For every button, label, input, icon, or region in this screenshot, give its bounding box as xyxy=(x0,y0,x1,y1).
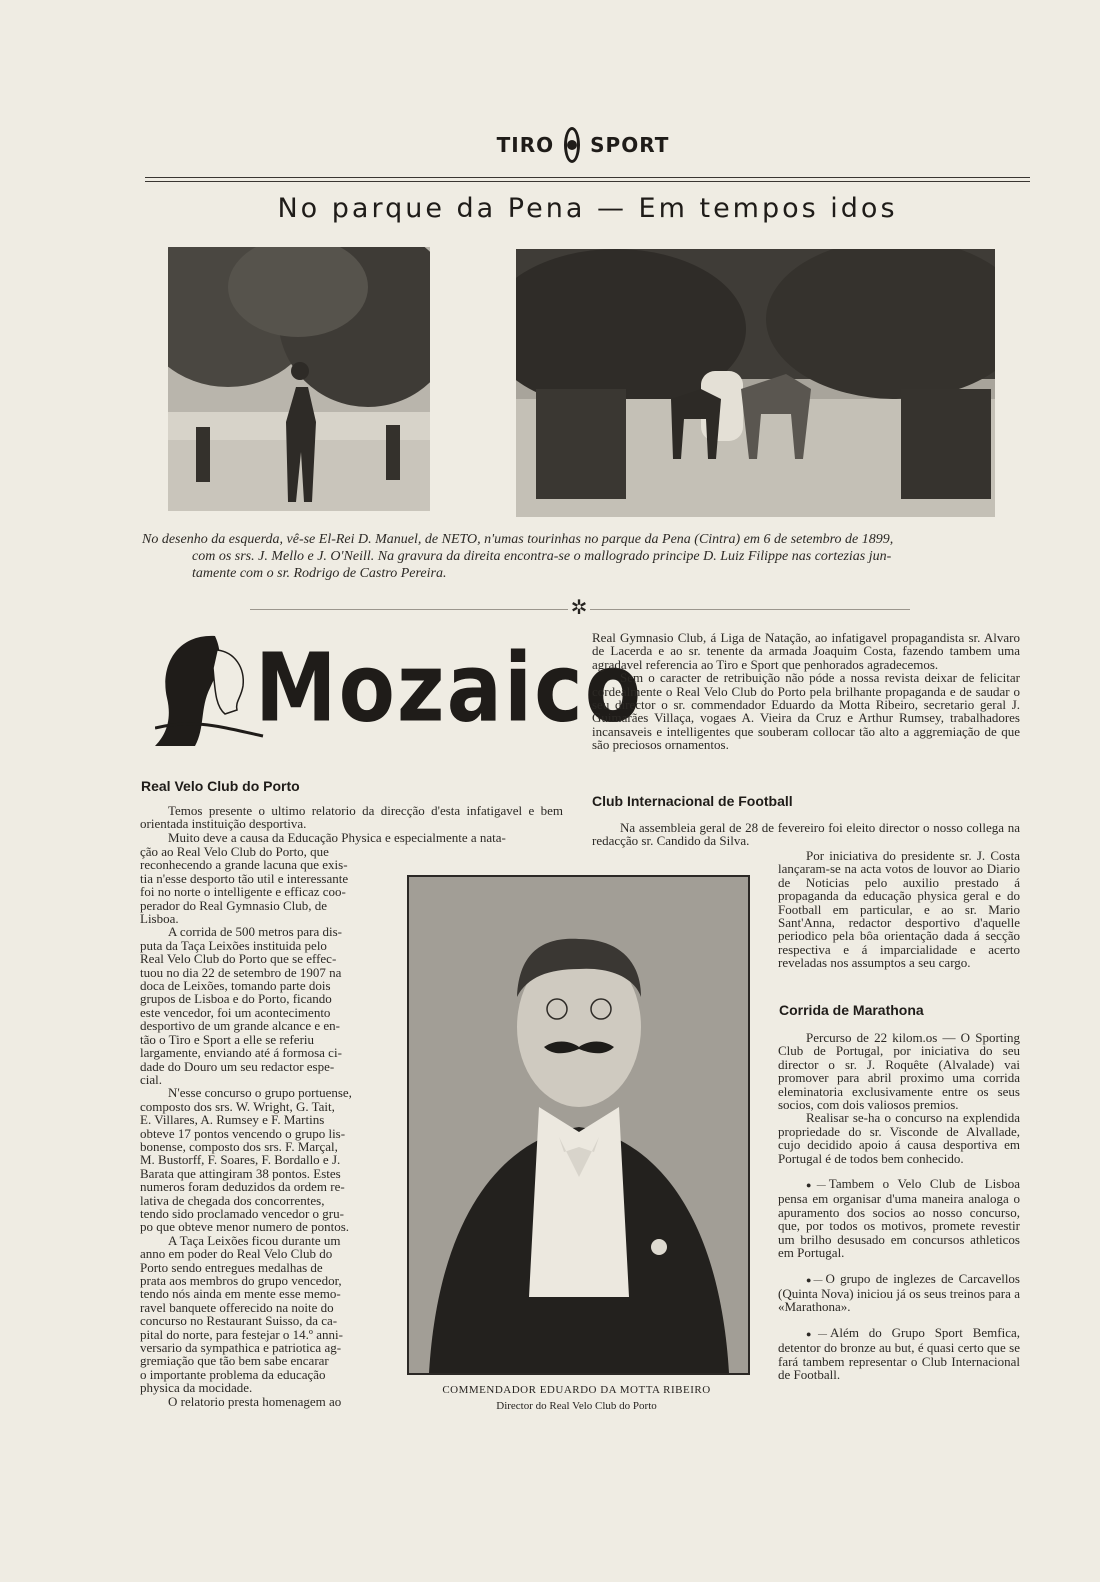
text-line: tão o Tiro e Sport a elle se referiu xyxy=(140,1031,315,1047)
masthead-left-word: TIRO xyxy=(496,133,555,157)
paragraph: Por iniciativa do presidente sr. J. Costa lançaram-se na acta votos de louvor ao Diario de Noticias pelo auxilio prestado á propaganda da educação physica geral e do Football em particular, e ao sr. Mario Sant'Anna, redactor desportivo d'aquelle periodico pela bôa orientação dada á secção respectiva e á imparcialidade e acerto reveladas nos assumptos a seu cargo. xyxy=(778,848,1020,971)
paragraph: Percurso de 22 kilom.os — O Sporting Club de Portugal, por iniciativa do seu director o sr. J. Roquête (Alvalade) vai promover para abril proximo uma corrida eleminatoria exclusivamente entre os seus socios, com dois valiosos premios. xyxy=(778,1030,1020,1113)
section-title: Mozaico xyxy=(255,634,644,744)
club-internacional-paragraph xyxy=(592,821,1020,848)
text-line: ravel banquete offerecido na noite do xyxy=(140,1299,334,1315)
text-line: tendo nós ainda em mente esse memo- xyxy=(140,1286,341,1302)
text-line: foi no norte o intelligente e efficaz coo- xyxy=(140,884,346,900)
page-headline: No parque da Pena — Em tempos idos xyxy=(277,193,898,224)
text-line: cial. xyxy=(140,1071,163,1087)
paragraph: Realisar se-ha o concurso na explendida propriedade do sr. Visconde de Alvallade, cujo decidido apoio á causa desportiva em Portugal é de todos bem conhecido. xyxy=(778,1110,1020,1166)
target-icon xyxy=(564,127,580,163)
text-line: dade do Douro um seu redactor espe- xyxy=(140,1058,335,1074)
text-line: composto dos srs. W. Wright, G. Tait, xyxy=(140,1098,335,1114)
portrait-photograph xyxy=(407,875,750,1375)
text-line: concurso no Restaurant Suisso, da ca- xyxy=(140,1313,338,1329)
club-internacional-narrow xyxy=(778,849,1020,970)
real-velo-heading: Real Velo Club do Porto xyxy=(141,778,300,794)
paragraph: Na assembleia geral de 28 de fevereiro foi eleito director o nosso collega na redacção sr. Candido da Silva. xyxy=(592,820,1020,849)
text-line: perador do Real Gymnasio Club, de xyxy=(140,897,328,913)
text-line: numeros foram deduzidos da ordem re- xyxy=(140,1179,345,1195)
paragraph: Muito deve a causa da Educação Physica e especialmente a nata- xyxy=(168,829,506,845)
text-line: puta da Taça Leixões instituida pelo xyxy=(140,937,327,953)
photo-caption xyxy=(142,531,1032,582)
text-line: physica da mocidade. xyxy=(140,1380,253,1396)
paragraph: Sem o caracter de retribuição não póde a nossa revista deixar de felicitar cordealmente o Real Velo Club do Porto pela brilhante propaganda e de saudar o seu director o sr. commendador Eduardo da Motta Ribeiro, secretario geral J. Guimarães Villaça, vogaes A. Vieira da Cruz e Arthur Rumsey, trabalhadores incansaveis e intelligentes que souberam collocar tão alto a aggremiação de que são preciosos ornamentos. xyxy=(592,670,1020,753)
masthead-right-word: SPORT xyxy=(590,133,670,157)
photograph-right xyxy=(516,249,995,517)
bullet-paragraph: ●— O grupo de inglezes de Carcavellos (Quinta Nova) iniciou já os seus treinos para a «Marathona». xyxy=(778,1272,1020,1314)
text-line: Barata que attingiram 38 pontos. Estes xyxy=(140,1165,341,1181)
masthead-rule-bottom xyxy=(145,181,1030,182)
caption-line: com os srs. J. Mello e J. O'Neill. Na gravura da direita encontra-se o mallogrado principe D. Luiz Filippe nas cortezias jun- xyxy=(192,549,892,564)
text-line: Porto sendo entregues medalhas de xyxy=(140,1259,323,1275)
text-line: A corrida de 500 metros para dis- xyxy=(168,924,343,940)
text-line: prata aos membros do grupo vencedor, xyxy=(140,1273,342,1288)
text-line: tendo sido proclamado vencedor o gru- xyxy=(140,1205,344,1221)
caption-line: No desenho da esquerda, vê-se El-Rei D. Manuel, de NETO, n'umas tourinhas no parque da Pena (Cintra) em 6 de setembro de 1899, xyxy=(142,532,894,547)
text-line: po que obteve menor numero de pontos. xyxy=(140,1219,350,1235)
marathona-body xyxy=(778,1031,1020,1381)
woman-portrait-icon xyxy=(155,628,265,750)
caption-line: tamente com o sr. Rodrigo de Castro Pereira. xyxy=(192,566,447,581)
text-line: reconhecendo a grande lacuna que exis- xyxy=(140,857,348,873)
text-line: doca de Leixões, tomando parte dois xyxy=(140,978,331,994)
paragraph: Real Gymnasio Club, á Liga de Natação, ao infatigavel propagandista sr. Alvaro de Lacerda e ao sr. tenente da armada Joaquim Costa, fazendo tambem uma agradavel referencia ao Tiro e Sport que penhorados agradecemos. xyxy=(592,630,1020,672)
masthead-rule-top xyxy=(145,177,1030,178)
real-velo-intro xyxy=(140,804,563,844)
paragraph: Temos presente o ultimo relatorio da direcção d'esta infatigavel e bem orientada instituição desportiva. xyxy=(140,803,563,832)
text-line: tia n'esse desporto tão util e interessante xyxy=(140,870,349,886)
text-line: O relatorio presta homenagem ao xyxy=(168,1393,342,1409)
text-line: Real Velo Club do Porto que se effec- xyxy=(140,951,337,967)
text-line: M. Bustorff, F. Soares, F. Bordallo e J. xyxy=(140,1152,341,1168)
text-line: Lisboa. xyxy=(140,911,179,927)
right-column-top xyxy=(592,631,1020,752)
text-line: gremiação que tão bem sabe encarar xyxy=(140,1353,329,1369)
text-line: ção ao Real Velo Club do Porto, que xyxy=(140,844,329,859)
text-line: bonense, composto dos srs. F. Marçal, xyxy=(140,1138,338,1154)
text-line: obteve 17 pontos vencendo o grupo lis- xyxy=(140,1125,346,1141)
text-line: versario da sympathica e patriotica ag- xyxy=(140,1340,342,1356)
bullet-paragraph: ●— Tambem o Velo Club de Lisboa pensa em organisar d'uma maneira analoga o apuramento dos socios ao nosso concurso, que, por todos os motivos, promete revestir um brilho desusado em concursos athleticos em Portugal. xyxy=(778,1177,1020,1259)
text-line: grupos de Lisboa e do Porto, ficando xyxy=(140,991,332,1007)
text-line: o importante problema da educação xyxy=(140,1366,326,1382)
text-line: A Taça Leixões ficou durante um xyxy=(168,1232,341,1248)
portrait-caption-name: COMMENDADOR EDUARDO DA MOTTA RIBEIRO xyxy=(442,1384,711,1396)
portrait-caption-role: Director do Real Velo Club do Porto xyxy=(496,1400,657,1412)
engraving-left xyxy=(168,247,430,511)
marathona-heading: Corrida de Marathona xyxy=(779,1002,924,1018)
text-line: anno em poder do Real Velo Club do xyxy=(140,1246,333,1262)
text-line: este vencedor, foi um acontecimento xyxy=(140,1004,331,1020)
text-line: lativa de chegada dos concorrentes, xyxy=(140,1192,325,1208)
club-internacional-heading: Club Internacional de Football xyxy=(592,793,793,809)
real-velo-narrow-column xyxy=(140,845,380,1408)
text-line: desportivo de um grande alcance e en- xyxy=(140,1018,340,1034)
asterism-icon: ✲ xyxy=(568,597,590,619)
masthead-logo xyxy=(497,124,669,166)
text-line: largamente, enviando até á formosa ci- xyxy=(140,1045,342,1061)
text-line: N'esse concurso o grupo portuense, xyxy=(168,1085,352,1101)
bullet-paragraph: ●— Além do Grupo Sport Bemfica, detentor do bronze au but, é quasi certo que se fará tambem representar o Club Internacional de Football. xyxy=(778,1326,1020,1382)
text-line: tuou no dia 22 de setembro de 1907 na xyxy=(140,964,342,980)
text-line: pital do norte, para festejar o 14.º anni- xyxy=(140,1326,343,1342)
text-line: E. Villares, A. Rumsey e F. Martins xyxy=(140,1112,325,1128)
section-title-banner xyxy=(155,628,644,750)
